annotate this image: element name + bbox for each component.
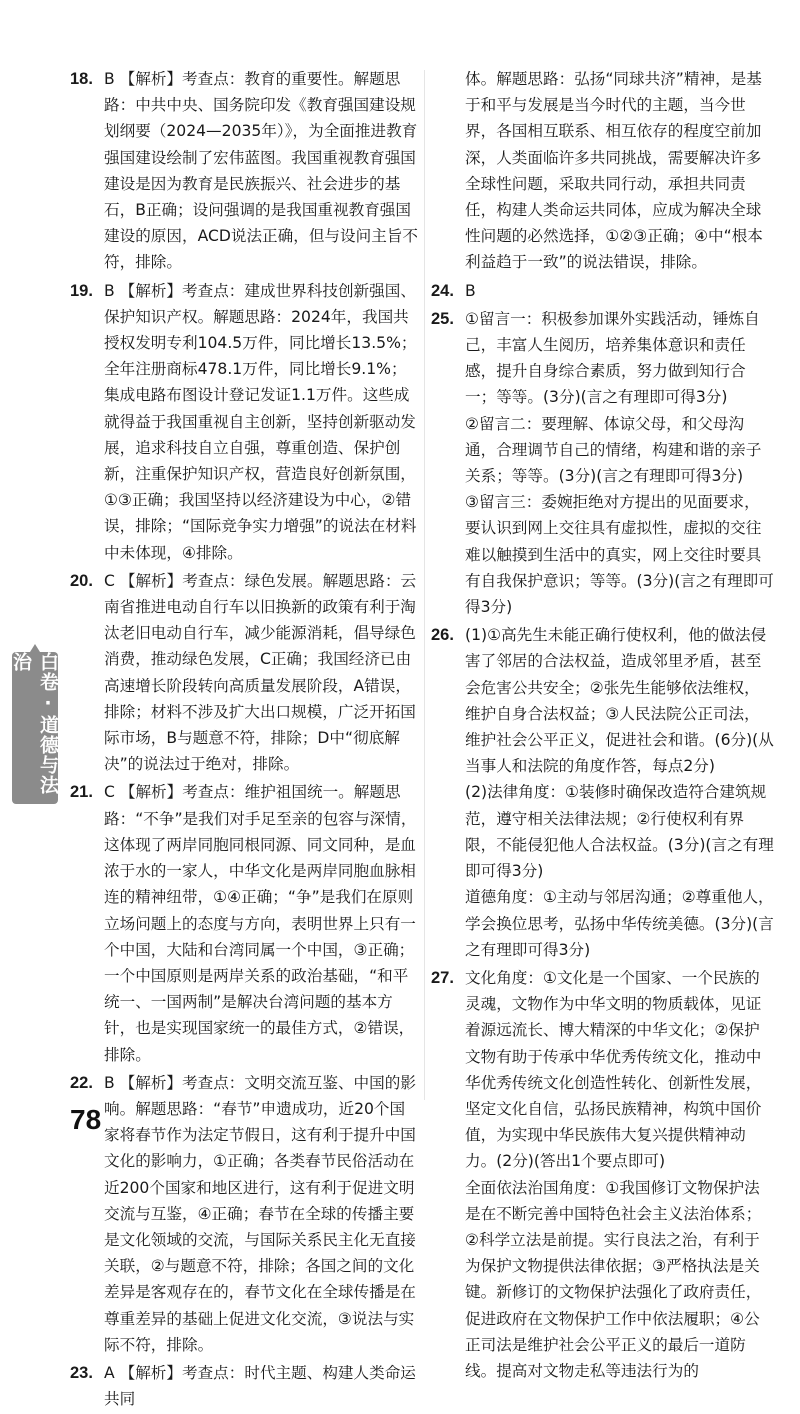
answer-paragraph: 文化角度：①文化是一个国家、一个民族的灵魂，文物作为中华文明的物质载体，见证着源远流长、博大精深的中华文化；②保护文物有助于传承中华优秀传统文化，推动中华优秀传统文化创造性转化、创新性发展，坚定文化自信，弘扬民族精神，构筑中国价值，为实现中华民族伟大复兴提供精神动力。(2分)(答出1个要点即可) bbox=[465, 968, 762, 1171]
question-block bbox=[70, 1360, 420, 1412]
question-block bbox=[431, 278, 775, 304]
question-number: 25. bbox=[431, 309, 454, 328]
answer-paragraph: C 【解析】考查点：绿色发展。解题思路：云南省推进电动自行车以旧换新的政策有利于淘汰老旧电动自行车，减少能源消耗，倡导绿色消费，推动绿色发展，C正确；我国经济已由高速增长阶段转向高质量发展阶段，A错误，排除；材料不涉及扩大出口规模，广泛开拓国际市场，B与题意不符，排除；D中“彻底解决”的说法过于绝对，排除。 bbox=[104, 571, 417, 774]
answer-paragraph: B 【解析】考查点：建成世界科技创新强国、保护知识产权。解题思路：2024年，我国共授权发明专利104.5万件，同比增长13.5%；全年注册商标478.1万件，同比增长9.1%；集成电路布图设计登记发证1.1万件。这些成就得益于我国重视自主创新，坚持创新驱动发展，追求科技自立自强，尊重创造、保护创新，注重保护知识产权，营造良好创新氛围，①③正确；我国坚持以经济建设为中心，②错误，排除；“国际竞争实力增强”的说法在材料中未体现，④排除。 bbox=[104, 281, 417, 562]
answer-paragraph: 道德角度：①主动与邻居沟通；②尊重他人，学会换位思考，弘扬中华传统美德。(3分)(言之有理即可得3分) bbox=[465, 888, 774, 959]
question-block bbox=[70, 779, 420, 1067]
page-number: 78 bbox=[70, 1104, 102, 1135]
side-tab-label: 白卷·道德与法治 bbox=[12, 652, 58, 804]
question-number: 19. bbox=[70, 281, 93, 300]
question-number: 18. bbox=[70, 70, 93, 88]
answer-paragraph: ②留言二：要理解、体谅父母，和父母沟通，合理调节自己的情绪，构建和谐的亲子关系；等等。(3分)(言之有理即可得3分) bbox=[465, 414, 762, 486]
question-number: 26. bbox=[431, 626, 454, 645]
question-block bbox=[70, 278, 420, 566]
question-number: 20. bbox=[70, 571, 93, 590]
question-block bbox=[70, 1070, 420, 1358]
question-number: 27. bbox=[431, 968, 454, 987]
answer-paragraph: (2)法律角度：①装修时确保改造符合建筑规范，遵守相关法律法规；②行使权利有界限，不能侵犯他人合法权益。(3分)(言之有理即可得3分) bbox=[465, 783, 774, 881]
answer-paragraph: C 【解析】考查点：维护祖国统一。解题思路：“不争”是我们对手足至亲的包容与深情，这体现了两岸同胞同根同源、同文同种，是血浓于水的一家人，中华文化是两岸同胞血脉相连的精神纽带，①④正确；“争”是我们在原则立场问题上的态度与方向，表明世界上只有一个中国，大陆和台湾同属一个中国，③正确；一个中国原则是两岸关系的政治基础，“和平统一、一国两制”是解决台湾问题的基本方针，也是实现国家统一的最佳方式，②错误，排除。 bbox=[104, 783, 417, 1064]
column-divider bbox=[424, 70, 425, 1100]
answer-paragraph: 全面依法治国角度：①我国修订文物保护法是在不断完善中国特色社会主义法治体系；②科学立法是前提。实行良法之治，有利于为保护文物提供法律依据；③严格执法是关键。新修订的文物保护法强化了政府责任，促进政府在文物保护工作中依法履职；④公正司法是维护社会公平正义的最后一道防线。提高对文物走私等违法行为的 bbox=[465, 1178, 762, 1380]
question-block bbox=[431, 622, 775, 963]
answer-paragraph: ①留言一：积极参加课外实践活动，锤炼自己，丰富人生阅历，培养集体意识和责任感，提升自身综合素质，努力做到知行合一；等等。(3分)(言之有理即可得3分) bbox=[465, 309, 760, 407]
question-number: 24. bbox=[431, 281, 454, 300]
answer-paragraph: (1)①高先生未能正确行使权利，他的做法侵害了邻居的合法权益，造成邻里矛盾，甚至会危害公共安全；②张先生能够依法维权，维护自身合法权益；③人民法院公正司法，维护社会公平正义，促进社会和谐。(6分)(从当事人和法院的角度作答，每点2分) bbox=[465, 626, 774, 776]
answer-paragraph: B 【解析】考查点：教育的重要性。解题思路：中共中央、国务院印发《教育强国建设规划纲要（2024—2035年）》，为全面推进教育强国建设绘制了宏伟蓝图。我国重视教育强国建设是因为教育是民族振兴、社会进步的基石，B正确；设问强调的是我国重视教育强国建设的原因，ACD说法正确，但与设问主旨不符，排除。 bbox=[104, 70, 418, 272]
question-number: 23. bbox=[70, 1363, 93, 1382]
answer-paragraph: ③留言三：委婉拒绝对方提出的见面要求，要认识到网上交往具有虚拟性，虚拟的交往难以触摸到生活中的真实，网上交往时要具有自我保护意识；等等。(3分)(言之有理即可得3分) bbox=[465, 493, 774, 617]
right-column bbox=[431, 66, 775, 1386]
question-block bbox=[431, 66, 775, 276]
question-block bbox=[431, 965, 775, 1384]
question-block bbox=[70, 568, 420, 778]
question-block bbox=[431, 306, 775, 620]
answer-paragraph: A 【解析】考查点：时代主题、构建人类命运共同 bbox=[104, 1363, 416, 1409]
left-column bbox=[70, 66, 420, 1414]
answer-paragraph: B 【解析】考查点：文明交流互鉴、中国的影响。解题思路：“春节”申遗成功，近20个国家将春节作为法定节假日，这有利于提升中国文化的影响力，①正确；各类春节民俗活动在近200个国家和地区进行，这有利于促进文明交流与互鉴，④正确；春节在全球的传播主要是文化领域的交流，与国际关系民主化无直接关联，②与题意不符，排除；各国之间的文化差异是客观存在的，春节文化在全球传播是在尊重差异的基础上促进文化交流，③说法与实际不符，排除。 bbox=[104, 1073, 416, 1354]
answer-paragraph: 体。解题思路：弘扬“同球共济”精神，是基于和平与发展是当今时代的主题，当今世界，各国相互联系、相互依存的程度空前加深，人类面临许多共同挑战，需要解决许多全球性问题，采取共同行动，承担共同责任，构建人类命运共同体，应成为解决全球性问题的必然选择，①②③正确；④中“根本利益趋于一致”的说法错误，排除。 bbox=[465, 70, 763, 272]
question-block bbox=[70, 66, 420, 276]
answer-paragraph: B bbox=[465, 281, 476, 300]
question-number: 21. bbox=[70, 783, 93, 802]
question-number: 22. bbox=[70, 1073, 93, 1092]
